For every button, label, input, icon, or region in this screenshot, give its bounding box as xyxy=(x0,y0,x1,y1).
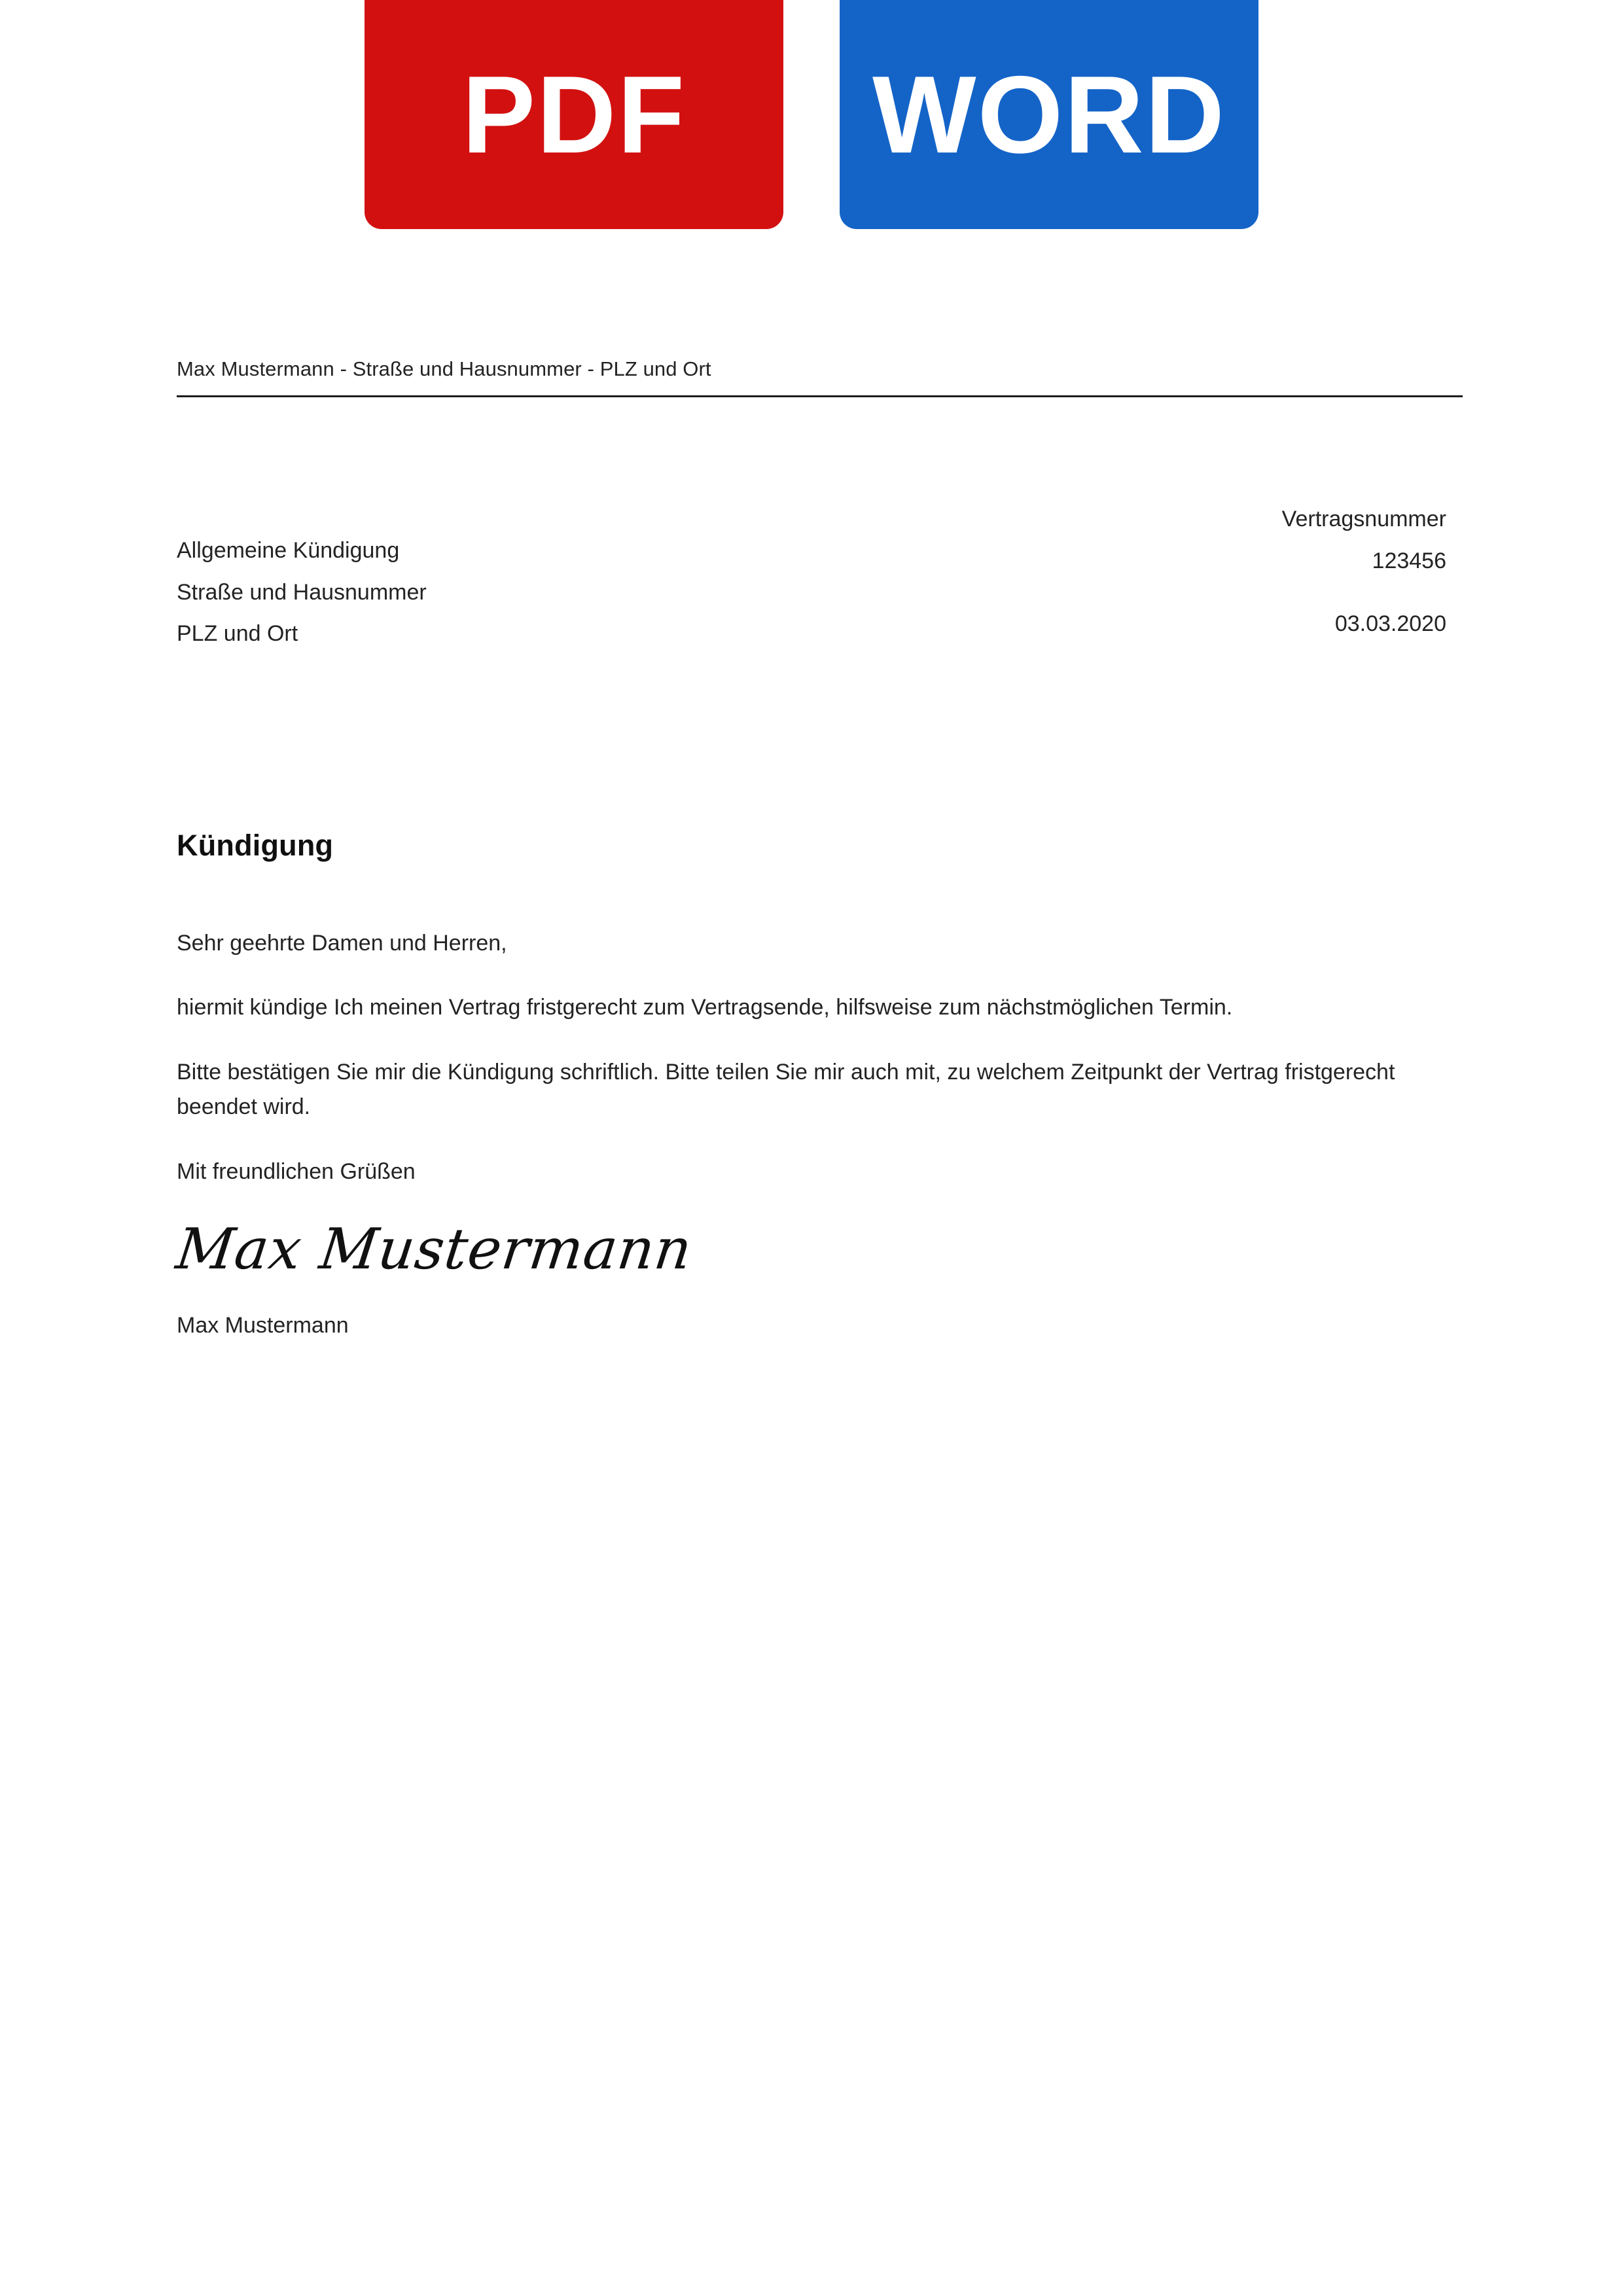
handwritten-signature: Max Mustermann xyxy=(172,1217,696,1283)
body-paragraph-1: hiermit kündige Ich meinen Vertrag fristgerecht zum Vertragsende, hilfsweise zum nächstmöglichen Termin. xyxy=(177,995,1233,1020)
letter-subject: Kündigung xyxy=(177,829,334,863)
letter-date: 03.03.2020 xyxy=(1334,611,1446,637)
letter-meta-block xyxy=(177,502,1446,672)
recipient-line-1: Allgemeine Kündigung xyxy=(177,538,400,564)
letter-document xyxy=(172,353,1446,1343)
recipient-address xyxy=(177,533,427,658)
recipient-line-2: Straße und Hausnummer xyxy=(177,579,427,605)
download-format-badges xyxy=(0,0,1623,229)
recipient-line-3: PLZ und Ort xyxy=(177,621,298,647)
contract-number-block xyxy=(1282,502,1446,585)
pdf-badge-label: PDF xyxy=(462,53,686,176)
closing-line: Mit freundlichen Grüßen xyxy=(177,1158,416,1184)
contract-number-label: Vertragsnummer xyxy=(1281,507,1446,532)
letter-body xyxy=(177,926,1446,1189)
signature-printed-name: Max Mustermann xyxy=(177,1312,349,1338)
pdf-download-badge[interactable] xyxy=(365,0,783,229)
contract-number-value: 123456 xyxy=(1372,548,1446,573)
body-paragraph-2: Bitte bestätigen Sie mir die Kündigung schriftlich. Bitte teilen Sie mir auch mit, zu welchem Zeitpunkt der Vertrag fristgerecht beendet wird. xyxy=(177,1060,1395,1119)
word-download-badge[interactable] xyxy=(840,0,1258,229)
salutation: Sehr geehrte Damen und Herren, xyxy=(177,930,507,956)
word-badge-label: WORD xyxy=(872,53,1226,176)
sender-address-line: Max Mustermann - Straße und Hausnummer - PLZ und Ort xyxy=(177,353,1463,397)
